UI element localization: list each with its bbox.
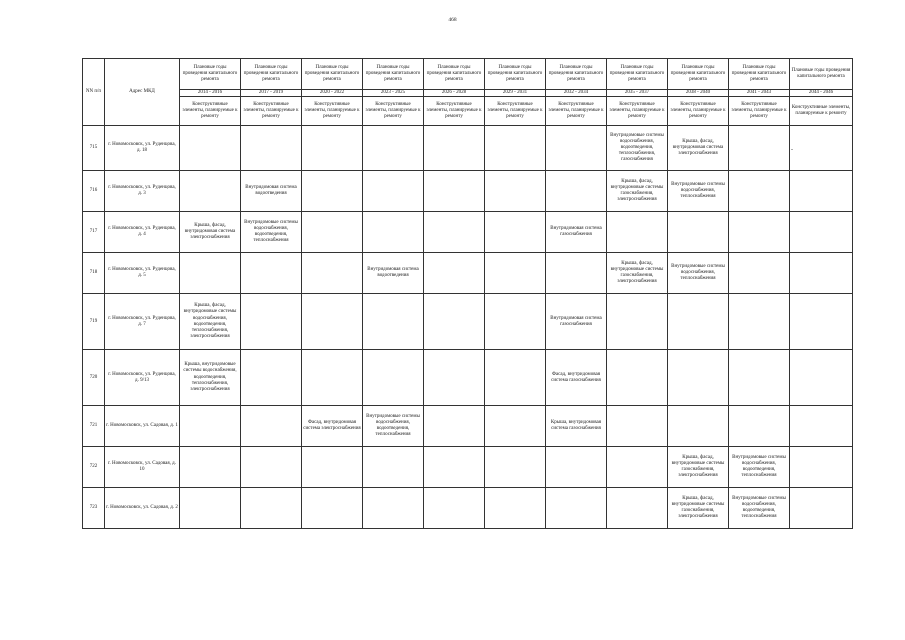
row-number: 717	[83, 212, 105, 253]
period-cell	[302, 212, 363, 253]
period-cell	[241, 350, 302, 406]
period-cell	[607, 447, 668, 488]
period-cell	[241, 294, 302, 350]
period-cell	[302, 294, 363, 350]
row-address: г. Новомосковск, ул. Руденцова, д. 5	[105, 253, 180, 294]
period-cell: Крыша, внутридомовая система газоснабжения	[546, 406, 607, 447]
period-cell: Фасад, внутридомовая система электроснабжения	[302, 406, 363, 447]
row-address: г. Новомосковск, ул. Садовая, д. 10	[105, 447, 180, 488]
plan-header: Плановые годы проведения капитального ремонта	[546, 59, 607, 90]
margin-mark: -	[791, 147, 793, 153]
period-cell	[546, 126, 607, 171]
period-cell	[485, 447, 546, 488]
elements-header: Конструктивные элементы, планируемые к ремонту	[790, 97, 853, 126]
period-cell	[302, 350, 363, 406]
period-cell	[668, 294, 729, 350]
elements-header: Конструктивные элементы, планируемые к ремонту	[424, 97, 485, 126]
period-header: 2026 - 2028	[424, 90, 485, 97]
page-number: 468	[448, 17, 457, 23]
period-cell	[424, 294, 485, 350]
period-cell	[302, 253, 363, 294]
period-cell	[607, 350, 668, 406]
period-cell	[790, 171, 853, 212]
period-cell	[729, 212, 790, 253]
period-cell	[424, 350, 485, 406]
period-cell	[790, 488, 853, 529]
table-row	[83, 447, 853, 488]
period-cell	[302, 488, 363, 529]
period-cell: Крыша, внутридомовые системы водоснабжения, водоотведения, теплоснабжения, электроснабжения	[180, 350, 241, 406]
row-address: г. Новомосковск, ул. Садовая, д. 2	[105, 488, 180, 529]
period-cell	[729, 294, 790, 350]
header-row-periods	[83, 90, 853, 97]
period-cell	[485, 350, 546, 406]
header-row-elements	[83, 97, 853, 126]
period-cell: Фасад, внутридомовая система газоснабжения	[546, 350, 607, 406]
period-cell: Внутридомовые системы водоснабжения, теплоснабжения	[668, 253, 729, 294]
period-cell	[790, 253, 853, 294]
period-cell	[729, 171, 790, 212]
row-number: 722	[83, 447, 105, 488]
period-header: 2029 - 2031	[485, 90, 546, 97]
period-cell	[180, 406, 241, 447]
period-header: 2032 - 2034	[546, 90, 607, 97]
period-header: 2035 - 2037	[607, 90, 668, 97]
row-address: г. Новомосковск, ул. Руденцова, д. 7	[105, 294, 180, 350]
row-number: 720	[83, 350, 105, 406]
period-cell	[180, 171, 241, 212]
table-body	[83, 126, 853, 529]
period-cell	[485, 406, 546, 447]
period-cell	[546, 253, 607, 294]
row-address: г. Новомосковск, ул. Руденцова, д. 3	[105, 171, 180, 212]
column-header-num: NN п/п	[83, 59, 105, 126]
period-cell	[424, 447, 485, 488]
row-number: 723	[83, 488, 105, 529]
row-address: г. Новомосковск, ул. Руденцова, д. 4	[105, 212, 180, 253]
period-cell	[546, 488, 607, 529]
period-cell: Внутридомовые системы водоснабжения, водоотведения, теплоснабжения	[363, 406, 424, 447]
period-cell: Внутридомовая система водоотведения	[363, 253, 424, 294]
plan-header: Плановые годы проведения капитального ремонта	[302, 59, 363, 90]
row-number: 719	[83, 294, 105, 350]
table-row	[83, 294, 853, 350]
table-row	[83, 350, 853, 406]
elements-header: Конструктивные элементы, планируемые к ремонту	[546, 97, 607, 126]
period-cell: Крыша, фасад, внутридомовая система электроснабжения	[180, 212, 241, 253]
period-cell	[607, 488, 668, 529]
period-cell	[241, 406, 302, 447]
elements-header: Конструктивные элементы, планируемые к ремонту	[668, 97, 729, 126]
elements-header: Конструктивные элементы, планируемые к ремонту	[607, 97, 668, 126]
period-header: 2044 - 2046	[790, 90, 853, 97]
period-cell	[485, 294, 546, 350]
elements-header: Конструктивные элементы, планируемые к ремонту	[302, 97, 363, 126]
plan-header: Плановые годы проведения капитального ремонта	[180, 59, 241, 90]
elements-header: Конструктивные элементы, планируемые к ремонту	[241, 97, 302, 126]
period-cell	[607, 294, 668, 350]
period-cell	[790, 294, 853, 350]
period-cell: Крыша, фасад, внутридомовые системы газоснабжения, электроснабжения	[607, 171, 668, 212]
period-cell	[424, 406, 485, 447]
period-header: 2020 - 2022	[302, 90, 363, 97]
period-cell	[729, 406, 790, 447]
period-cell	[424, 126, 485, 171]
row-address: г. Новомосковск, ул. Руденцова, д. 9/13	[105, 350, 180, 406]
period-cell	[241, 126, 302, 171]
period-cell	[790, 447, 853, 488]
table-row	[83, 488, 853, 529]
period-cell	[241, 488, 302, 529]
period-cell	[363, 126, 424, 171]
period-header: 2038 - 2040	[668, 90, 729, 97]
period-cell: Крыша, фасад, внутридомовые системы газоснабжения, электроснабжения	[668, 447, 729, 488]
period-cell	[424, 171, 485, 212]
plan-header: Плановые годы проведения капитального ремонта	[485, 59, 546, 90]
period-cell	[546, 171, 607, 212]
period-cell	[363, 488, 424, 529]
plan-header: Плановые годы проведения капитального ремонта	[363, 59, 424, 90]
row-number: 721	[83, 406, 105, 447]
period-cell	[607, 212, 668, 253]
elements-header: Конструктивные элементы, планируемые к ремонту	[180, 97, 241, 126]
period-cell	[485, 488, 546, 529]
period-cell: Внутридомовые системы водоснабжения, водоотведения, теплоснабжения	[729, 488, 790, 529]
period-cell	[363, 447, 424, 488]
table-row	[83, 212, 853, 253]
table-row	[83, 171, 853, 212]
period-cell	[729, 253, 790, 294]
plan-header: Плановые годы проведения капитального ремонта	[241, 59, 302, 90]
period-cell: Внутридомовые системы водоснабжения, теплоснабжения	[668, 171, 729, 212]
period-cell	[241, 447, 302, 488]
period-cell	[302, 171, 363, 212]
period-cell	[424, 212, 485, 253]
period-cell: Крыша, фасад, внутридомовые системы водоснабжения, водоотведения, теплоснабжения, электроснабжения	[180, 294, 241, 350]
period-cell	[790, 212, 853, 253]
period-cell	[424, 253, 485, 294]
period-cell	[363, 294, 424, 350]
period-cell: Крыша, фасад, внутридомовые системы газоснабжения, электроснабжения	[607, 253, 668, 294]
repair-schedule-table	[82, 58, 853, 529]
column-header-address: Адрес МКД	[105, 59, 180, 126]
period-cell: Внутридомовая система водоотведения	[241, 171, 302, 212]
period-cell	[790, 406, 853, 447]
period-cell	[546, 447, 607, 488]
period-header: 2041 - 2043	[729, 90, 790, 97]
period-header: 2014 - 2016	[180, 90, 241, 97]
row-address: г. Новомосковск, ул. Руденцова, д. 18	[105, 126, 180, 171]
period-cell: Крыша, фасад, внутридомовые системы газоснабжения, электроснабжения	[668, 488, 729, 529]
period-cell: Внутридомовые системы водоснабжения, водоотведения, теплоснабжения	[241, 212, 302, 253]
plan-header: Плановые годы проведения капитального ремонта	[668, 59, 729, 90]
period-cell	[180, 488, 241, 529]
plan-header: Плановые годы проведения капитального ремонта	[607, 59, 668, 90]
elements-header: Конструктивные элементы, планируемые к ремонту	[729, 97, 790, 126]
period-cell: Внутридомовые системы водоснабжения, водоотведения, теплоснабжения	[729, 447, 790, 488]
period-cell	[485, 126, 546, 171]
period-cell	[485, 171, 546, 212]
elements-header: Конструктивные элементы, планируемые к ремонту	[363, 97, 424, 126]
period-cell	[424, 488, 485, 529]
period-cell	[729, 350, 790, 406]
period-cell	[485, 212, 546, 253]
period-cell: Внутридомовая система газоснабжения	[546, 212, 607, 253]
period-cell	[729, 126, 790, 171]
period-header: 2023 - 2025	[363, 90, 424, 97]
row-address: г. Новомосковск, ул. Садовая, д. 1	[105, 406, 180, 447]
header-row-plan	[83, 59, 853, 90]
period-cell: Внутридомовая система газоснабжения	[546, 294, 607, 350]
plan-header: Плановые годы проведения капитального ремонта	[790, 59, 853, 90]
period-cell	[180, 126, 241, 171]
period-cell: Крыша, фасад, внутридомовая система электроснабжения	[668, 126, 729, 171]
period-cell: Внутридомовые системы водоснабжения, водоотведения, теплоснабжения, газоснабжения	[607, 126, 668, 171]
period-cell	[302, 447, 363, 488]
period-cell	[363, 212, 424, 253]
period-cell	[363, 171, 424, 212]
period-cell	[241, 253, 302, 294]
elements-header: Конструктивные элементы, планируемые к ремонту	[485, 97, 546, 126]
table-row	[83, 126, 853, 171]
row-number: 718	[83, 253, 105, 294]
plan-header: Плановые годы проведения капитального ремонта	[424, 59, 485, 90]
period-cell	[485, 253, 546, 294]
period-cell	[180, 447, 241, 488]
table-row	[83, 253, 853, 294]
period-cell	[302, 126, 363, 171]
table-row	[83, 406, 853, 447]
period-cell	[180, 253, 241, 294]
period-cell	[668, 406, 729, 447]
period-header: 2017 - 2019	[241, 90, 302, 97]
period-cell	[668, 350, 729, 406]
period-cell	[607, 406, 668, 447]
period-cell	[668, 212, 729, 253]
period-cell	[790, 126, 853, 171]
period-cell	[790, 350, 853, 406]
period-cell	[363, 350, 424, 406]
row-number: 716	[83, 171, 105, 212]
row-number: 715	[83, 126, 105, 171]
plan-header: Плановые годы проведения капитального ремонта	[729, 59, 790, 90]
